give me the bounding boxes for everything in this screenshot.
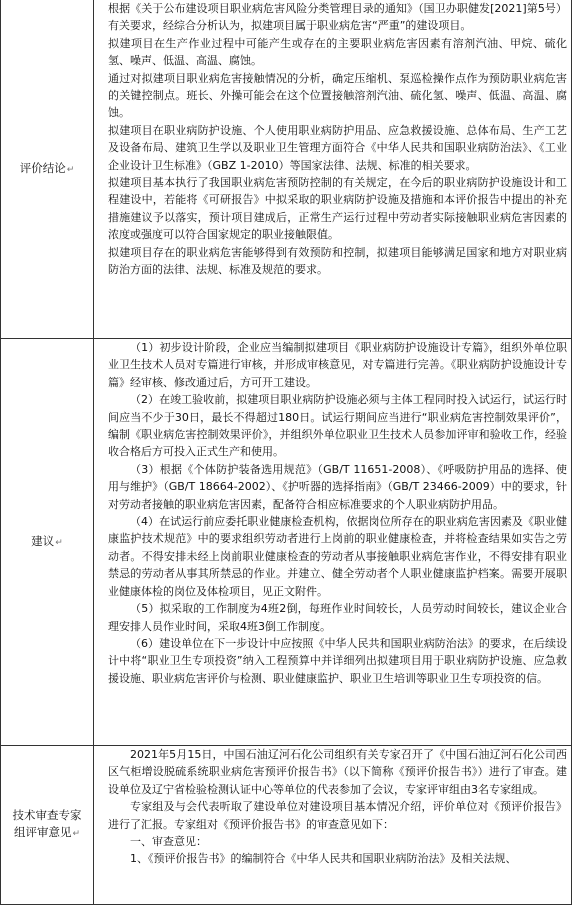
- paragraph: （4）在试运行前应委托职业健康检查机构，依据岗位所存在的职业病危害因素及《职业健康监护技术规范》中的要求组织劳动者进行上岗前的职业健康检查，并将检查结果如实告之劳动者。不得安排未经上岗前职业健康检查的劳动者从事接触职业病危害作业，不得安排有职业禁忌的劳动者从事其所禁忌的作业。并建立、健全劳动者个人职业健康监护档案。需要开展职业健康体检的岗位及体检项目，见正文附件。: [108, 515, 567, 598]
- expert-review-content: [94, 746, 572, 905]
- paragraph: （1）初步设计阶段，企业应当编制拟建项目《职业病防护设施设计专篇》，组织外单位职业卫生技术人员对专篇进行审核，并形成审核意见，对专篇进行完善。《职业病防护设施设计专篇》经审核、修改通过后，方可开工建设。: [108, 341, 567, 389]
- table-row-evaluation-conclusion: [1, 0, 572, 339]
- paragraph: 拟建项目在生产作业过程中可能产生或存在的主要职业病危害因素有溶剂汽油、甲烷、硫化氢、噪声、低温、高温、腐蚀。: [108, 36, 567, 68]
- paragraph: 通过对拟建项目职业病危害接触情况的分析，确定压缩机、泵巡检操作点作为预防职业病危害的关键控制点。班长、外操可能会在这个位置接触溶剂汽油、硫化氢、噪声、低温、高温、腐蚀。: [108, 71, 567, 120]
- suggestions-content: [94, 339, 572, 746]
- paragraph: 根据《关于公布建设项目职业病危害风险分类管理目录的通知》（国卫办职健发[2021]第5号）有关要求，经综合分析认为，拟建项目属于职业病危害“严重”的建设项目。: [108, 2, 567, 33]
- paragraph: （6）建设单位在下一步设计中应按照《中华人民共和国职业病防治法》的要求，在后续设计中将“职业卫生专项投资”纳入工程预算中并详细列出拟建项目用于职业病防护设施、应急救援设施、职业病危害评价与检测、职业健康监护、职业卫生培训等职业卫生专项投资的信。: [108, 636, 567, 685]
- paragraph: 1、《预评价报告书》的编制符合《中华人民共和国职业病防治法》及相关法规、: [130, 852, 517, 866]
- paragraph: （2）在竣工验收前，拟建项目职业病防护设施必须与主体工程同时投入试运行，试运行时间应当不少于30日，最长不得超过180日。试运行期间应当进行“职业病危害控制效果评价”，编制《职业病危害控制效果评价》，并组织外单位职业卫生技术人员参加评审和验收工作，经验收合格后方可投入正式生产和使用。: [108, 393, 567, 459]
- row-label-suggestions: 建议↵: [1, 339, 94, 746]
- row-label-evaluation-conclusion: 评价结论↵: [1, 0, 94, 339]
- paragraph: 专家组及与会代表听取了建设单位对建设项目基本情况介绍，评价单位对《预评价报告》进行了汇报。专家组对《预评价报告书》的审查意见如下：: [108, 800, 567, 831]
- paragraph: （5）拟采取的工作制度为4班2倒，每班作业时间较长，人员劳动时间较长，建议企业合理安排人员作业时间，采取4班3倒工作制度。: [108, 602, 567, 633]
- paragraph: 拟建项目基本执行了我国职业病危害预防控制的有关规定，在今后的职业病防护设施设计和工程建设中，若能将《可研报告》中拟采取的职业病防护设施及措施和本评价报告中提出的补充措施建议予以落实，预计项目建成后，正常生产运行过程中劳动者实际接触职业病危害因素的浓度或强度可以符合国家规定的职业接触限值。: [108, 176, 567, 242]
- table-row-suggestions: [1, 339, 572, 746]
- row-label-text: 评价结论: [19, 160, 66, 175]
- paragraph: 拟建项目在职业病防护设施、个人使用职业病防护用品、应急救援设施、总体布局、生产工艺及设备布局、建筑卫生学以及职业卫生管理方面符合《中华人民共和国职业病防治法》、《工业企业设计卫生标准》（GBZ 1-2010）等国家法律、法规、标准的相关要求。: [108, 123, 567, 172]
- row-label-expert-review: 技术审查专家组评审意见↵: [1, 746, 94, 905]
- paragraph: 2021年5月15日，中国石油辽河石化公司组织有关专家召开了《中国石油辽河石化公司西区气柜增设脱硫系统职业病危害预评价报告书》（以下简称《预评价报告书》）进行了审查。建设单位及辽宁省检验检测认证中心等单位的代表参加了会议，专家评审组由3名专家组成。: [108, 748, 567, 796]
- table-row-expert-review: [1, 746, 572, 905]
- evaluation-conclusion-content: [94, 0, 572, 339]
- paragraph: 一、审查意见：: [130, 835, 207, 849]
- row-label-text: 建议: [31, 533, 55, 548]
- row-label-text: 技术审查专家组评审意见: [12, 808, 82, 839]
- paragraph: 拟建项目存在的职业病危害能够得到有效预防和控制，拟建项目能够满足国家和地方对职业病防治方面的法律、法规、标准及规范的要求。: [108, 245, 567, 277]
- paragraph: （3）根据《个体防护装备选用规范》（GB/T 11651-2008）、《呼吸防护用品的选择、使用与维护》（GB/T 18664-2002）、《护听器的选择指南》（GB/T 23466-2009）中的要求，针对劳动者接触的职业病危害因素，配备符合相应标准要求的个人职业病防护用品。: [108, 462, 567, 511]
